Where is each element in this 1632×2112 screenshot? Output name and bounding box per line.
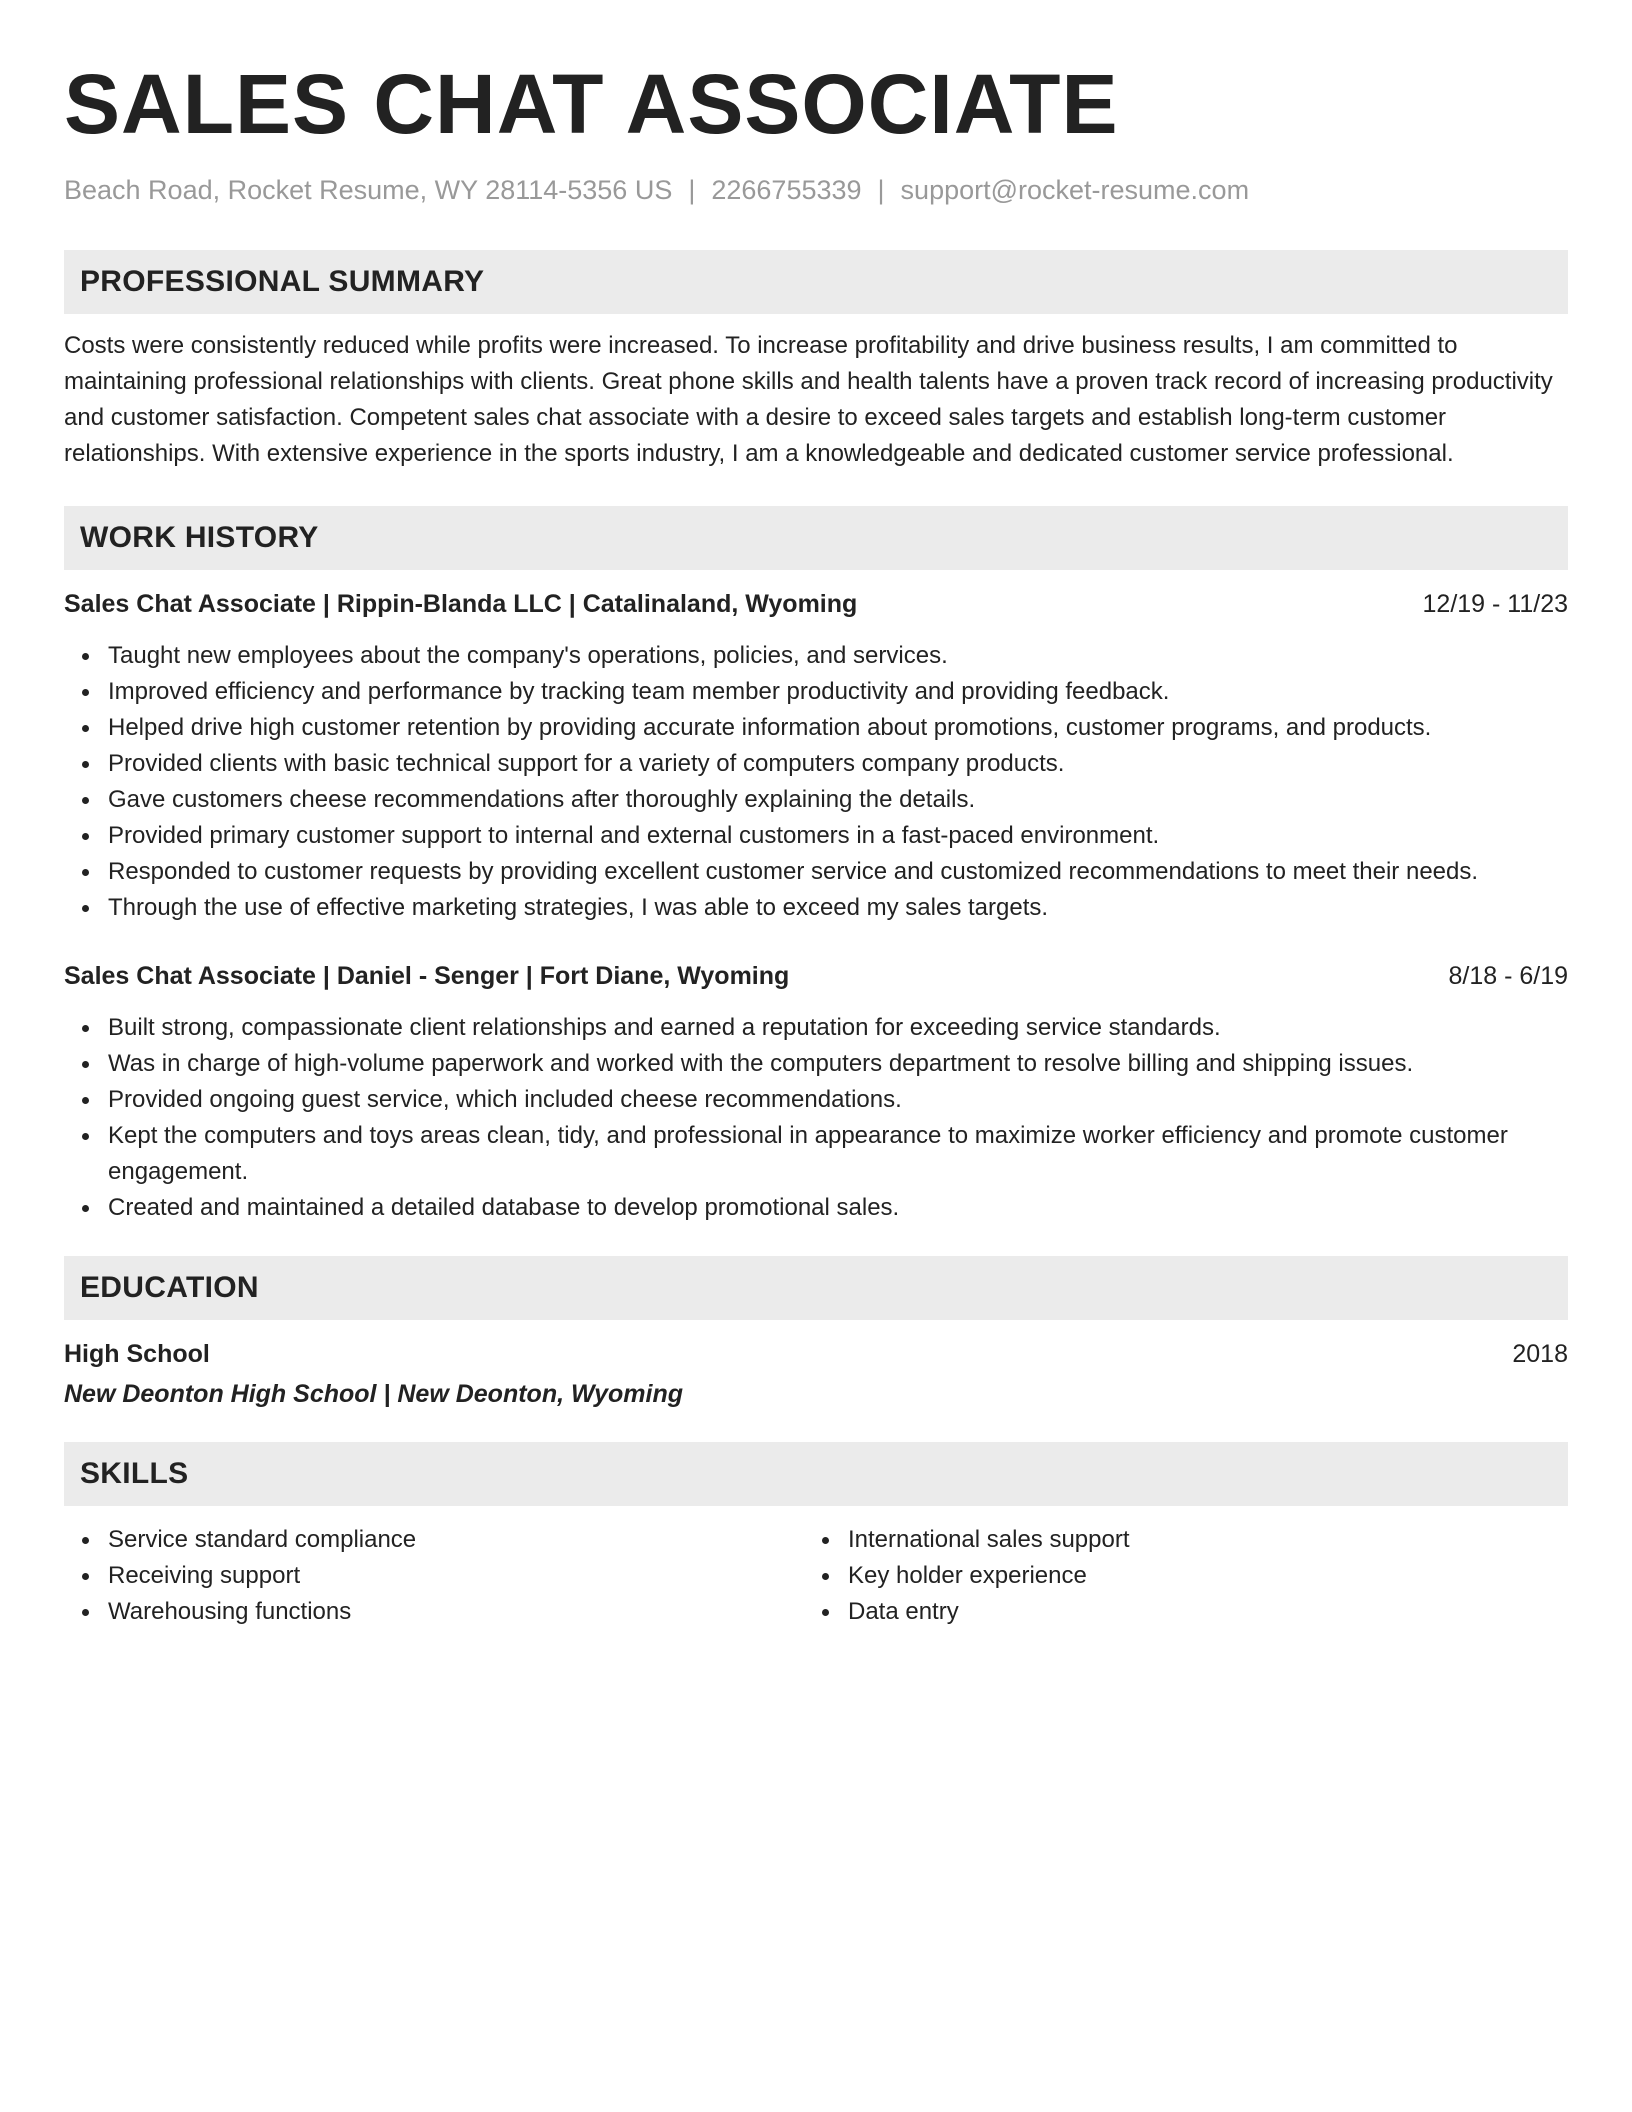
contact-separator: |	[688, 175, 696, 205]
contact-line	[64, 172, 1568, 208]
job-title: Sales Chat Associate | Rippin-Blanda LLC | Catalinaland, Wyoming	[64, 590, 858, 618]
education-header	[64, 1336, 1568, 1372]
job-bullet: Provided primary customer support to internal and external customers in a fast-paced environment.	[64, 818, 1568, 854]
section-header-work-history: WORK HISTORY	[64, 506, 1568, 570]
skill-item: International sales support	[804, 1522, 1544, 1558]
job-bullet: Responded to customer requests by providing excellent customer service and customized recommendations to meet their needs.	[64, 854, 1568, 890]
education-school: New Deonton High School | New Deonton, Wyoming	[64, 1380, 684, 1408]
education-degree: High School	[64, 1340, 210, 1368]
job-entry	[64, 958, 1568, 1226]
contact-address: Beach Road, Rocket Resume, WY 28114-5356 US	[64, 175, 673, 205]
job-bullet: Created and maintained a detailed database to develop promotional sales.	[64, 1190, 1568, 1226]
job-bullet-list	[64, 1010, 1568, 1226]
skill-item: Service standard compliance	[64, 1522, 804, 1558]
resume-name: SALES CHAT ASSOCIATE	[64, 57, 1119, 151]
skill-item: Warehousing functions	[64, 1594, 804, 1630]
contact-phone: 2266755339	[711, 175, 862, 205]
job-bullet: Provided clients with basic technical support for a variety of computers company products.	[64, 746, 1568, 782]
job-entry	[64, 586, 1568, 926]
skill-item: Receiving support	[64, 1558, 804, 1594]
job-header	[64, 958, 1568, 994]
job-bullet: Improved efficiency and performance by tracking team member productivity and providing feedback.	[64, 674, 1568, 710]
summary-text: Costs were consistently reduced while profits were increased. To increase profitability and drive business results, I am committed to maintaining professional relationships with clients. Great phone skills and health talents have a proven track record of increasing productivity and customer satisfaction. Competent sales chat associate with a desire to exceed sales targets and establish long-term customer relationships. With extensive experience in the sports industry, I am a knowledgeable and dedicated customer service professional.	[64, 332, 1553, 467]
skill-item: Key holder experience	[804, 1558, 1544, 1594]
job-header	[64, 586, 1568, 622]
skills-list-left	[64, 1522, 804, 1630]
education-year: 2018	[1512, 1340, 1568, 1368]
job-bullet: Built strong, compassionate client relationships and earned a reputation for exceeding service standards.	[64, 1010, 1568, 1046]
job-bullet: Helped drive high customer retention by providing accurate information about promotions, customer programs, and products.	[64, 710, 1568, 746]
job-bullet: Kept the computers and toys areas clean, tidy, and professional in appearance to maximize worker efficiency and promote customer engagement.	[64, 1118, 1568, 1190]
job-bullet: Through the use of effective marketing strategies, I was able to exceed my sales targets.	[64, 890, 1568, 926]
job-bullet-list	[64, 638, 1568, 926]
section-header-skills: SKILLS	[64, 1442, 1568, 1506]
skills-list-right	[804, 1522, 1544, 1630]
job-bullet: Gave customers cheese recommendations after thoroughly explaining the details.	[64, 782, 1568, 818]
contact-email: support@rocket-resume.com	[900, 175, 1250, 205]
contact-separator: |	[877, 175, 885, 205]
job-dates: 8/18 - 6/19	[1448, 962, 1568, 990]
job-title: Sales Chat Associate | Daniel - Senger | Fort Diane, Wyoming	[64, 962, 790, 990]
section-header-education: EDUCATION	[64, 1256, 1568, 1320]
skills-columns	[64, 1522, 1568, 1630]
job-bullet: Provided ongoing guest service, which included cheese recommendations.	[64, 1082, 1568, 1118]
job-bullet: Was in charge of high-volume paperwork and worked with the computers department to resolve billing and shipping issues.	[64, 1046, 1568, 1082]
job-bullet: Taught new employees about the company's operations, policies, and services.	[64, 638, 1568, 674]
skill-item: Data entry	[804, 1594, 1544, 1630]
section-header-summary: PROFESSIONAL SUMMARY	[64, 250, 1568, 314]
job-dates: 12/19 - 11/23	[1422, 590, 1568, 618]
education-entry	[64, 1336, 1568, 1412]
